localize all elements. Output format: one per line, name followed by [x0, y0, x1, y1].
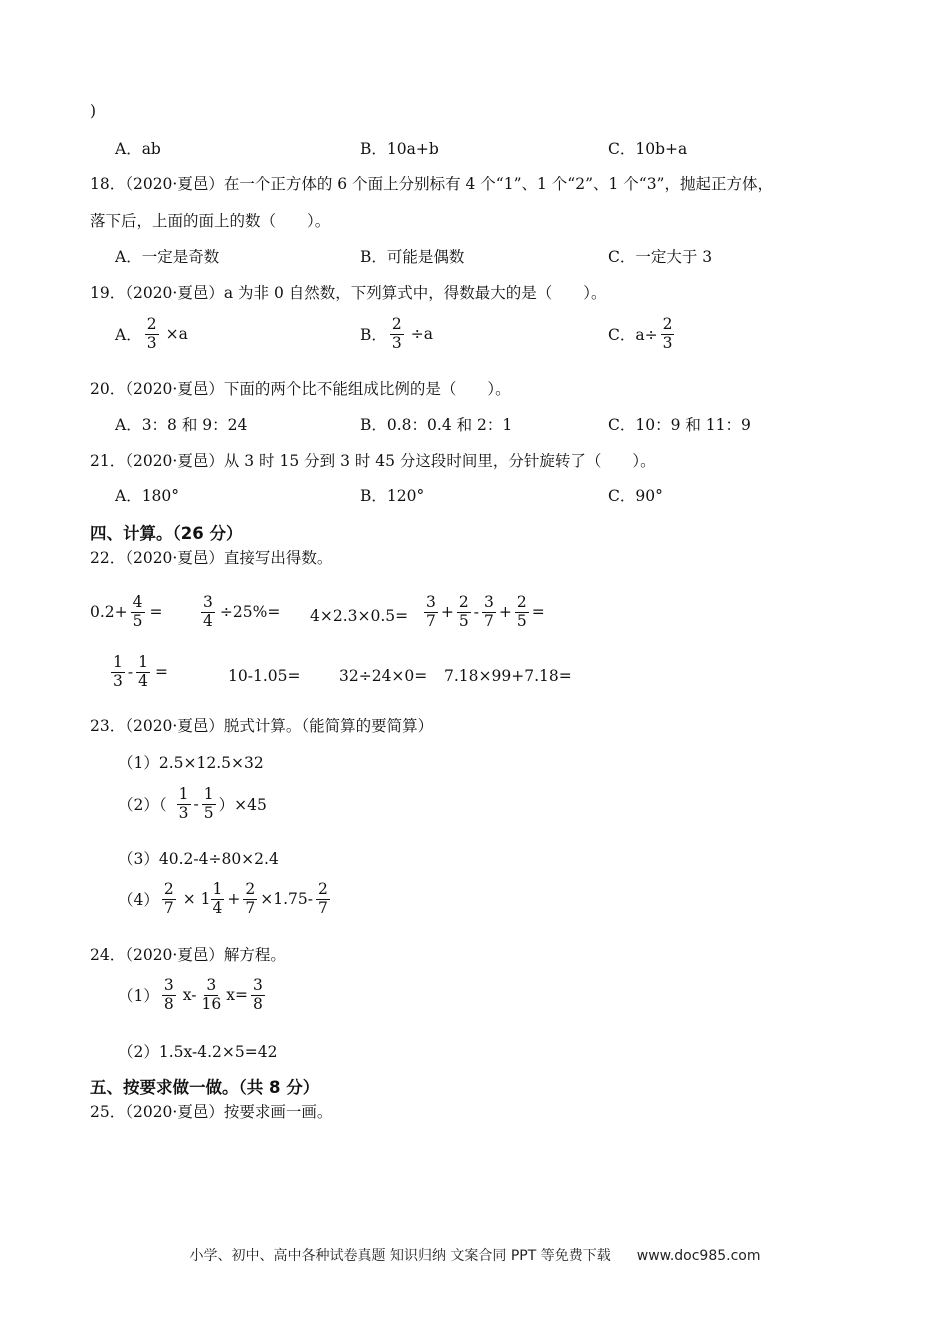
- q23-part-1: （1）2.5×12.5×32: [118, 754, 264, 772]
- fraction: $\frac{3}{7}$: [426, 593, 436, 630]
- q17-option-a: A．ab: [115, 140, 161, 158]
- q21-option-c: C．90°: [608, 487, 663, 505]
- q19-b-label: B．: [360, 326, 387, 345]
- fraction: $\frac{3}{4}$: [203, 593, 213, 630]
- q22-expr-2: $\frac{3}{4}$ ÷25%=: [203, 593, 281, 630]
- q18-text-line2: 落下后，上面的面上的数（ ）。: [90, 212, 331, 230]
- q22-text: 22．（2020·夏邑）直接写出得数。: [90, 549, 333, 567]
- q24-part-2: （2）1.5x-4.2×5=42: [118, 1043, 278, 1061]
- q19-a-label: A．: [115, 326, 142, 345]
- fraction: $\frac{3}{16}$: [201, 976, 222, 1013]
- q18-option-c: C．一定大于 3: [608, 248, 713, 266]
- q22-expr-5: $\frac{1}{3}$ - $\frac{1}{4}$ =: [113, 653, 168, 690]
- q20-option-a: A．3：8 和 9：24: [115, 416, 248, 434]
- q19-option-a: [115, 316, 188, 353]
- section-4-heading: 四、计算。（26 分）: [90, 524, 243, 543]
- q25-text: 25．（2020·夏邑）按要求画一画。: [90, 1103, 333, 1121]
- fraction: $\frac{4}{5}$: [132, 593, 143, 630]
- q22-expr-8: 7.18×99+7.18=: [444, 667, 572, 685]
- fraction: $\frac{2}{7}$: [245, 880, 256, 917]
- q20-text: 20．（2020·夏邑）下面的两个比不能组成比例的是（ ）。: [90, 380, 511, 398]
- q23-part-3: （3）40.2-4÷80×2.4: [118, 850, 279, 868]
- fraction: $\frac{2}{3}$: [662, 315, 673, 352]
- q23-part-4: （4） $\frac{2}{7}$ × 1 $\frac{1}{4}$ + $\frac{2}{7}$ ×1.75- $\frac{2}{7}$: [118, 880, 328, 917]
- footer-text: 小学、初中、高中各种试卷真题 知识归纳 文案合同 PPT 等免费下载: [189, 1248, 611, 1264]
- q17-option-b: B．10a+b: [360, 140, 439, 158]
- q19-b-tail: ÷a: [410, 325, 433, 344]
- q20-option-b: B．0.8：0.4 和 2：1: [360, 416, 513, 434]
- fraction: $\frac{2}{7}$: [318, 880, 328, 917]
- q18-option-a: A．一定是奇数: [115, 248, 220, 266]
- q23-text: 23．（2020·夏邑）脱式计算。（能简算的要简算）: [90, 717, 434, 735]
- q21-text: 21．（2020·夏邑）从 3 时 15 分到 3 时 45 分这段时间里，分针旋转了（ ）。: [90, 452, 656, 470]
- q24-text: 24．（2020·夏邑）解方程。: [90, 946, 286, 964]
- fraction: $\frac{3}{7}$: [484, 593, 494, 630]
- q22-expr-1: 0.2+ $\frac{4}{5}$ =: [90, 593, 163, 630]
- fraction: $\frac{2}{7}$: [163, 880, 174, 917]
- fraction: $\frac{3}{8}$: [252, 976, 263, 1013]
- q24-part-1: （1） $\frac{3}{8}$ x- $\frac{3}{16}$ x= $\frac{3}{8}$: [118, 976, 263, 1013]
- q18-option-b: B．可能是偶数: [360, 248, 465, 266]
- q18-text-line1: 18．（2020·夏邑）在一个正方体的 6 个面上分别标有 4 个“1”、1 个“2”、1 个“3”，抛起正方体，: [90, 175, 773, 193]
- q19-option-b: [360, 316, 433, 353]
- q22-expr-6: 10-1.05=: [228, 667, 301, 685]
- fraction: $\frac{1}{4}$: [212, 880, 223, 917]
- q23-part-2: （2）（ $\frac{1}{3}$ - $\frac{1}{5}$ ）×45: [118, 785, 267, 822]
- fraction: $\frac{2}{5}$: [458, 593, 469, 630]
- fraction: $\frac{1}{3}$: [113, 653, 123, 690]
- fraction: $\frac{1}{4}$: [138, 653, 148, 690]
- fraction: $\frac{1}{3}$: [178, 785, 189, 822]
- q17-tail: ): [90, 102, 97, 120]
- fraction: $\frac{2}{3}$: [146, 315, 157, 352]
- page-footer: [0, 1245, 950, 1265]
- q17-option-c: C．10b+a: [608, 140, 688, 158]
- fraction: $\frac{2}{5}$: [516, 593, 527, 630]
- section-5-heading: 五、按要求做一做。（共 8 分）: [90, 1078, 320, 1097]
- fraction: $\frac{2}{3}$: [391, 315, 402, 352]
- q19-c-label: C．a÷: [608, 326, 658, 345]
- fraction: $\frac{3}{8}$: [163, 976, 174, 1013]
- q22-expr-7: 32÷24×0=: [339, 667, 428, 685]
- q19-a-tail: ×a: [165, 325, 188, 344]
- q22-expr-3: 4×2.3×0.5=: [310, 607, 409, 625]
- fraction: $\frac{1}{5}$: [203, 785, 214, 822]
- q22-expr-4: $\frac{3}{7}$ + $\frac{2}{5}$ - $\frac{3}{7}$ + $\frac{2}{5}$ =: [426, 593, 545, 630]
- q20-option-c: C．10：9 和 11：9: [608, 416, 751, 434]
- q19-option-c: [608, 316, 677, 353]
- q21-option-a: A．180°: [115, 487, 180, 505]
- q19-text: 19．（2020·夏邑）a 为非 0 自然数，下列算式中，得数最大的是（ ）。: [90, 284, 607, 302]
- footer-site-link[interactable]: www.doc985.com: [636, 1248, 761, 1264]
- q21-option-b: B．120°: [360, 487, 425, 505]
